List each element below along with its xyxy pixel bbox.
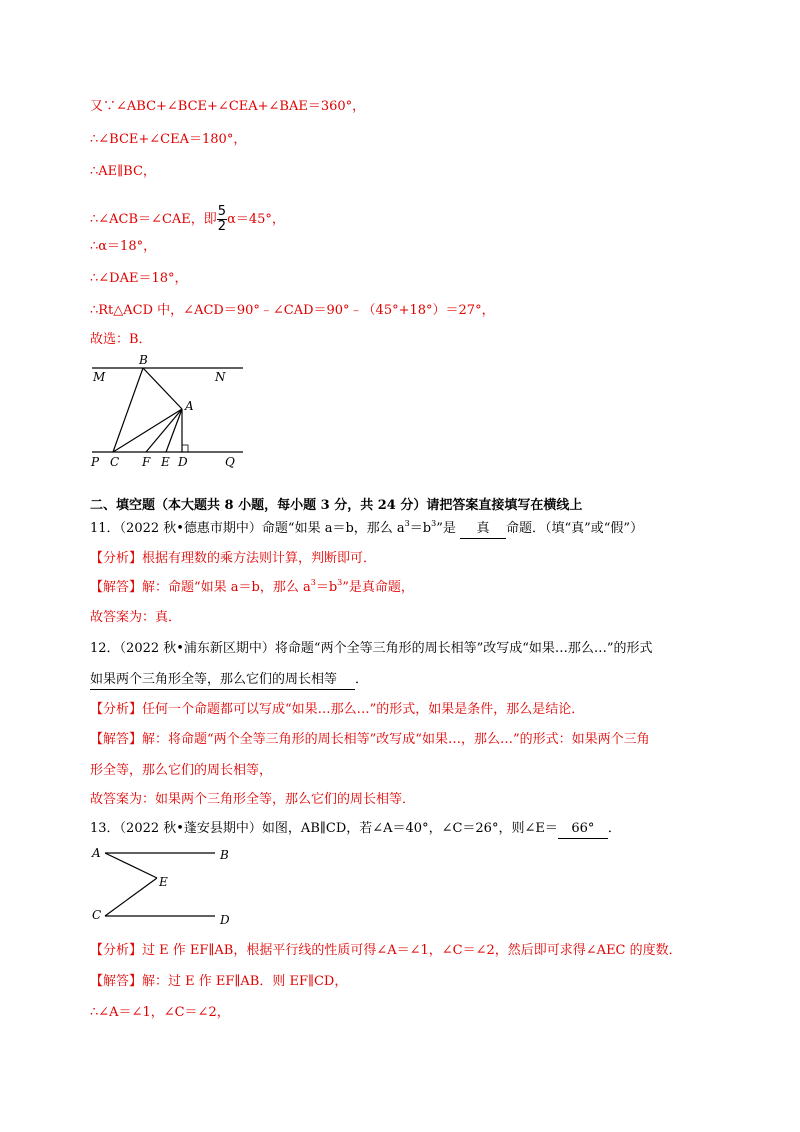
fraction — [217, 205, 227, 234]
q11-solution-c: ”是真命题， — [342, 580, 414, 595]
q11-sol-exp-2: 3 — [337, 578, 343, 587]
label-d2: D — [220, 913, 230, 927]
q11-answer-blank: 真 — [460, 520, 506, 539]
label-e2: E — [159, 875, 168, 889]
proof-line-8: 故选：B． — [90, 332, 152, 347]
proof-line-7: ∴Rt△ACD 中，∠ACD＝90°﹣∠CAD＝90°﹣（45°+18°）＝27°， — [90, 303, 495, 318]
q12-answer-line — [90, 671, 368, 690]
label-d: D — [178, 455, 188, 469]
q11-stem — [90, 520, 643, 539]
proof-line-2: ∴∠BCE+∠CEA＝180°， — [90, 132, 247, 147]
q12-stem: 12．（2022 秋•浦东新区期中）将命题“两个全等三角形的周长相等”改写成“如果…那么…”的形式 — [90, 641, 653, 656]
q11-exp-1: 3 — [404, 519, 410, 528]
q13-stem — [90, 820, 621, 839]
q11-sol-exp-1: 3 — [310, 578, 316, 587]
label-a: A — [185, 399, 194, 413]
q12-analysis: 【分析】任何一个命题都可以写成“如果…那么…”的形式，如果是条件，那么是结论． — [90, 702, 585, 717]
q11-solution-b: ＝b — [315, 580, 338, 595]
q12-answer-blank: 如果两个三角形全等，那么它们的周长相等 — [90, 671, 355, 690]
proof-line-4 — [90, 205, 285, 234]
q11-stem-d: 命题．（填“真”或“假”） — [505, 521, 644, 536]
q13-answer-blank: 66° — [558, 820, 608, 839]
q13-stem-a: 13．（2022 秋•蓬安县期中）如图，AB∥CD，若∠A＝40°，∠C＝26°，则∠E＝ — [90, 821, 558, 836]
q11-exp-2: 3 — [431, 519, 437, 528]
label-e: E — [161, 455, 170, 469]
geometry-figure-2 — [85, 842, 245, 932]
q12-final-answer: 故答案为：如果两个三角形全等，那么它们的周长相等． — [90, 792, 416, 807]
proof-line-4-text: ∴∠ACB＝∠CAE，即 — [90, 212, 217, 227]
q11-analysis: 【分析】根据有理数的乘方法则计算，判断即可． — [90, 551, 377, 566]
proof-line-6: ∴∠DAE＝18°， — [90, 271, 188, 286]
label-a2: A — [92, 846, 101, 860]
label-n: N — [215, 370, 226, 384]
q11-solution-a: 【解答】解：命题“如果 a＝b，那么 a — [90, 580, 311, 595]
proof-line-4-tail: α＝45°， — [227, 212, 285, 227]
fraction-denominator: 2 — [217, 219, 227, 234]
q12-period: ． — [355, 672, 369, 687]
q11-stem-a: 11．（2022 秋•德惠市期中）命题“如果 a＝b，那么 a — [90, 521, 405, 536]
q11-stem-c: ”是 — [436, 521, 456, 536]
q12-solution-1: 【解答】解：将命题“两个全等三角形的周长相等”改写成“如果…，那么…”的形式：如果两个三角 — [90, 732, 650, 747]
q11-stem-b: ＝b — [409, 521, 432, 536]
section-heading: 二、填空题（本大题共 8 小题，每小题 3 分，共 24 分）请把答案直接填写在横线上 — [90, 498, 583, 513]
label-m: M — [93, 370, 106, 384]
fraction-numerator: 5 — [217, 204, 227, 219]
q13-solution: 【解答】解：过 E 作 EF∥AB．则 EF∥CD， — [90, 974, 348, 989]
proof-line-3: ∴AE∥BC， — [90, 164, 156, 179]
q11-solution — [90, 579, 414, 597]
label-c2: C — [92, 908, 102, 922]
label-b2: B — [220, 848, 229, 862]
proof-line-5: ∴α＝18°， — [90, 239, 157, 254]
q13-analysis: 【分析】过 E 作 EF∥AB，根据平行线的性质可得∠A＝∠1，∠C＝∠2，然后即可求得∠AEC 的度数． — [90, 943, 682, 958]
label-b: B — [139, 353, 148, 367]
label-q: Q — [225, 455, 235, 469]
q12-solution-2: 形全等，那么它们的周长相等， — [90, 763, 273, 778]
geometry-figure-1 — [85, 352, 255, 472]
label-f: F — [142, 455, 151, 469]
label-p: P — [91, 455, 100, 469]
q13-solution-line-3: ∴∠A＝∠1，∠C＝∠2， — [90, 1005, 230, 1020]
label-c: C — [110, 455, 120, 469]
proof-line-1: 又∵∠ABC+∠BCE+∠CEA+∠BAE＝360°， — [90, 99, 366, 114]
q11-final-answer: 故答案为：真． — [90, 610, 182, 625]
q13-stem-b: ． — [607, 821, 621, 836]
